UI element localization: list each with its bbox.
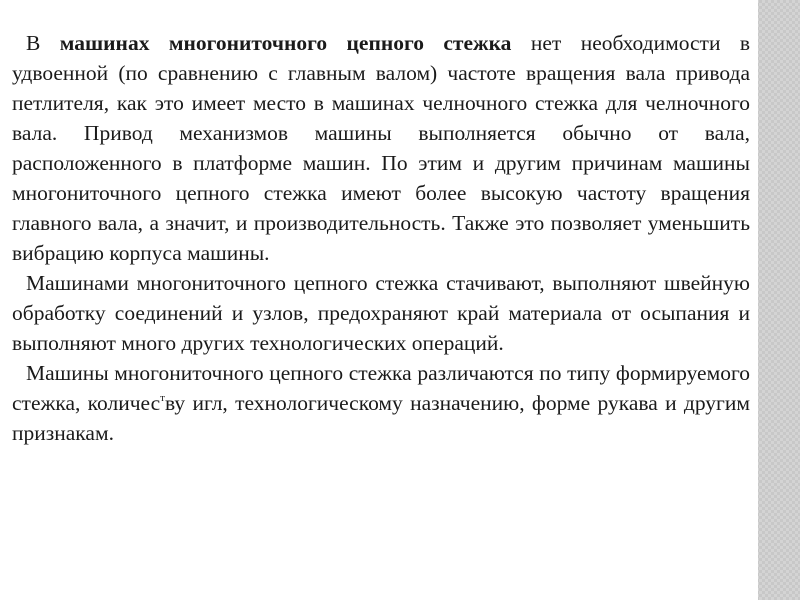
paragraph-1-rest: нет необходимости в удвоенной (по сравнению с главным валом) частоте вращения вала привода петлителя, как это имеет место в машинах челночного стежка для челночного вала. Привод механизмов машины выполняется обычно от вала, расположенного в платформе машин. По этим и другим причинам машины многониточного цепного стежка имеют более высокую частоту вращения главного вала, а значит, и производительность. Также это позволяет уменьшить вибрацию корпуса машины. bbox=[12, 31, 751, 265]
paragraph-1-bold-term: машинах многониточного цепного стежка bbox=[59, 31, 512, 55]
slide-content bbox=[8, 0, 758, 600]
paragraph-1-lead: В bbox=[26, 31, 60, 55]
paragraph-3 bbox=[12, 358, 750, 448]
body-text bbox=[12, 28, 750, 448]
paragraph-1 bbox=[12, 28, 750, 268]
paragraph-2: Машинами многониточного цепного стежка стачивают, выполняют швейную обработку соединений и узлов, предохраняют край материала от осыпания и выполняют много других технологических операций. bbox=[12, 271, 750, 355]
paragraph-3-after: ву игл, технологическому назначению, форме рукава и другим признакам. bbox=[12, 391, 750, 445]
paragraph-3-superscript: т bbox=[160, 392, 165, 404]
paragraph-3-before: Машины многониточного цепного стежка различаются по типу формируемого стежка, количес bbox=[12, 361, 750, 415]
